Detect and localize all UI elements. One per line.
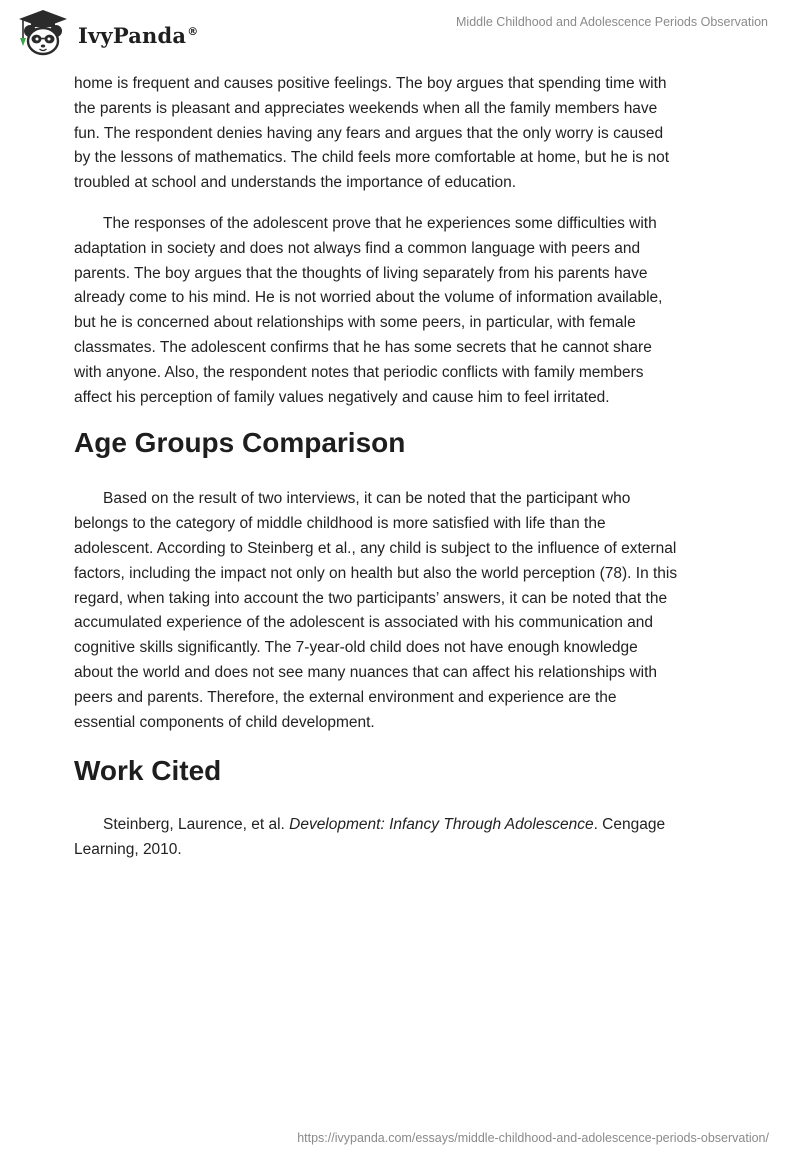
text-line: factors, including the impact not only on health but also the world perception (78). In this — [74, 564, 678, 582]
text-line: the parents is pleasant and appreciates weekends when all the family members have — [74, 99, 658, 117]
section-heading-age-groups: Age Groups Comparison — [74, 427, 406, 459]
text-line: adaptation in society and does not always find a common language with peers and — [74, 239, 641, 257]
text-line: essential components of child development. — [74, 713, 375, 731]
text-line: about the world and does not see many nuances that can affect his relationships with — [74, 663, 658, 681]
text-line: troubled at school and understands the importance of education. — [74, 174, 517, 192]
text-line: classmates. The adolescent confirms that he has some secrets that he cannot share — [74, 338, 652, 356]
citation-line: Learning, 2010. — [74, 841, 182, 859]
body-paragraph — [74, 72, 734, 196]
text-line: by the lessons of mathematics. The child feels more comfortable at home, but he is not — [74, 149, 670, 167]
citation-line — [74, 813, 734, 838]
brand-name: IvyPanda® — [78, 22, 199, 48]
section-heading-work-cited: Work Cited — [74, 755, 222, 787]
text-line: Based on the result of two interviews, it can be noted that the participant who — [103, 490, 631, 508]
text-line: with anyone. Also, the respondent notes that periodic conflicts with family members — [74, 363, 644, 381]
citation-entry — [74, 813, 734, 863]
ivypanda-logo[interactable] — [14, 8, 198, 58]
comparison-paragraph — [74, 487, 734, 735]
text-line: already come to his mind. He is not worried about the volume of information available, — [74, 289, 663, 307]
text-line: adolescent. According to Steinberg et al., any child is subject to the influence of external — [74, 539, 677, 557]
document-title: Middle Childhood and Adolescence Periods Observation — [456, 15, 768, 29]
text-line: fun. The respondent denies having any fears and argues that the only worry is caused — [74, 124, 664, 142]
citation-authors: Steinberg, Laurence, et al. — [103, 816, 290, 834]
registered-mark: ® — [187, 24, 199, 38]
panda-graduate-icon — [14, 8, 72, 58]
text-line: cognitive skills significantly. The 7-year-old child does not have enough knowledge — [74, 639, 638, 657]
essay-content — [74, 72, 734, 879]
page-header — [0, 0, 800, 70]
source-url-link[interactable]: https://ivypanda.com/essays/middle-childhood-and-adolescence-periods-observation/ — [297, 1131, 769, 1145]
text-line: affect his perception of family values negatively and cause him to feel irritated. — [74, 388, 610, 406]
text-line: belongs to the category of middle childhood is more satisfied with life than the — [74, 515, 606, 533]
text-line: home is frequent and causes positive feelings. The boy argues that spending time with — [74, 75, 667, 92]
text-line: The responses of the adolescent prove that he experiences some difficulties with — [103, 214, 657, 232]
text-line: regard, when taking into account the two participants’ answers, it can be noted that the — [74, 589, 668, 607]
citation-publisher: . Cengage — [593, 816, 666, 834]
text-line: peers and parents. Therefore, the external environment and experience are the — [74, 688, 617, 706]
text-line: accumulated experience of the adolescent is associated with his communication and — [74, 614, 653, 632]
citation-book-title: Development: Infancy Through Adolescence — [289, 816, 594, 834]
body-paragraph — [74, 212, 734, 410]
text-line: parents. The boy argues that the thoughts of living separately from his parents have — [74, 264, 648, 282]
text-line: but he is concerned about relationships with some peers, in particular, with female — [74, 314, 636, 332]
